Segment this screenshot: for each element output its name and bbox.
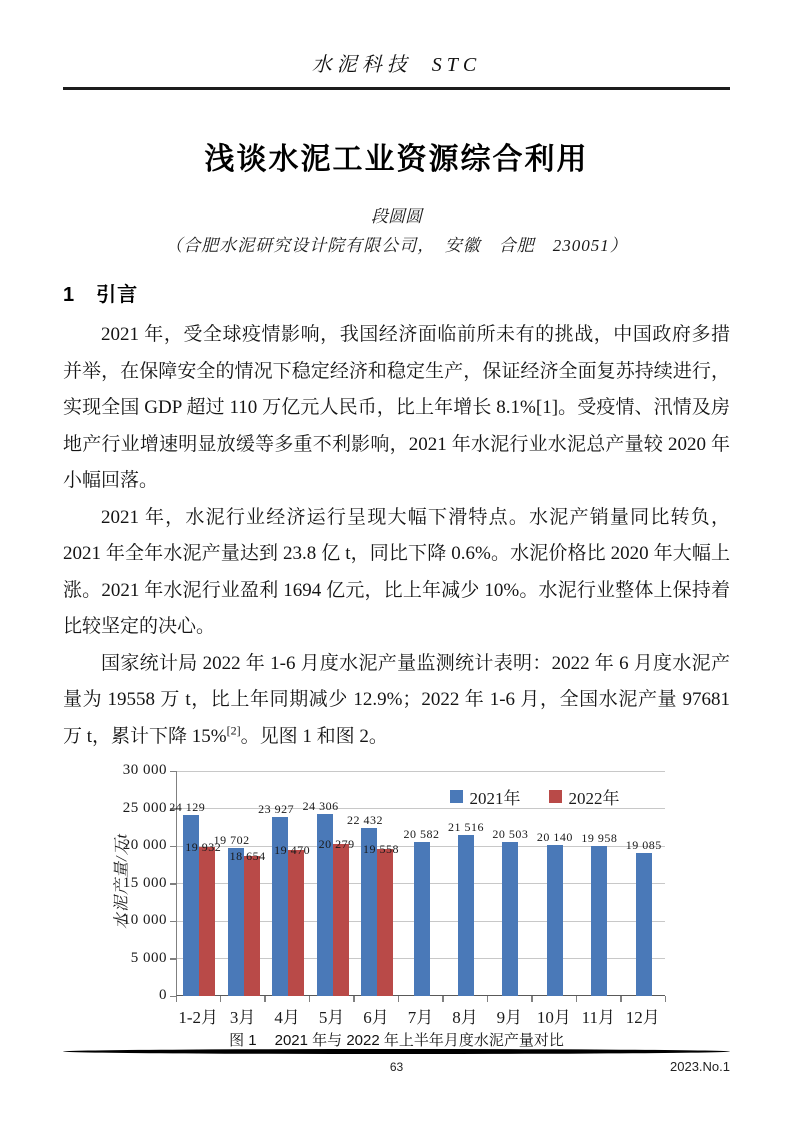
chart-legend [290,784,779,809]
bar-label-2021: 19 085 [625,837,662,852]
bar-2022 [199,847,215,996]
bar-2021 [414,842,430,996]
legend-swatch-2022 [549,790,562,803]
bar-2021 [636,853,652,996]
reference-2-superscript: [2] [226,723,241,738]
bar-label-2021: 24 129 [169,800,206,815]
journal-title: 水泥科技 STC [311,54,482,76]
bar-label-2021: 21 516 [447,819,484,834]
bar-2021 [591,846,607,996]
gridline [177,771,665,772]
x-axis-tick-mark [176,996,178,1002]
y-axis-tick-label: 15 000 [122,874,167,891]
x-axis-tick-mark [531,996,533,1002]
y-axis-tick-label: 30 000 [122,762,167,778]
x-axis-label: 6月 [363,1008,389,1027]
y-axis-tick-mark [170,958,176,960]
x-axis-label: 4月 [274,1008,300,1027]
author-name: 段圆圆 [371,207,422,226]
page-number: 63 [389,1060,404,1074]
page-footer [63,1049,730,1074]
x-axis-tick-mark [309,996,311,1002]
bar-2022 [377,849,393,996]
article-title: 浅谈水泥工业资源综合利用 [204,143,589,176]
x-axis-label: 7月 [407,1008,434,1027]
legend-swatch-2021 [450,790,463,803]
bar-2021 [502,842,518,996]
x-axis-label: 12月 [625,1008,660,1027]
paragraph-3 [63,646,730,756]
figure1-caption [63,1029,730,1050]
legend-label-2022: 2022年 [568,789,620,808]
author-affiliation: （合肥水泥研究设计院有限公司， 安徽 合肥 230051） [165,236,628,255]
y-axis-tick-mark [170,883,176,885]
y-axis-tick-label: 25 000 [122,799,167,816]
x-axis-tick-mark [398,996,400,1002]
figure1-caption-label: 图 1 [229,1032,257,1049]
paragraph-1: 2021 年，受全球疫情影响，我国经济面临前所未有的挑战，中国政府多措并举，在保障安全的情况下稳定经济和稳定生产，保证经济全面复苏持续进行，实现全国 GDP 超过 110 万亿元人民币，比上年增长 8.1%[1]。受疫情、汛情及房地产行业增速明显放缓等多重不利影响，2021 年水泥行业水泥总产量较 2020 年小幅回落。 [63,324,730,491]
x-axis-label: 1-2月 [178,1008,219,1027]
page-header [63,0,730,90]
x-axis-tick-mark [665,996,667,1002]
bar-label-2021: 19 958 [581,831,618,846]
y-axis-tick-label: 5 000 [130,949,167,966]
bar-2021 [228,848,244,996]
bar-label-2021: 19 702 [213,833,250,848]
bar-label-2022: 19 558 [363,842,400,857]
bar-label-2021: 20 582 [403,826,440,841]
chart-y-axis-title: 水泥产量/万t [113,833,131,929]
bar-label-2021: 24 306 [302,798,339,813]
bar-label-2022: 19 932 [185,839,222,854]
bar-label-2021: 22 432 [347,812,384,827]
x-axis-tick-mark [620,996,622,1002]
x-axis-tick-mark [576,996,578,1002]
x-axis-label: 10月 [536,1008,571,1027]
bar-label-2021: 20 140 [536,829,573,844]
issue-label: 2023.No.1 [670,1059,730,1074]
x-axis-tick-mark [264,996,266,1002]
paragraph-3-tail: 。见图 1 和图 2。 [240,725,388,747]
bar-2022 [244,856,260,996]
chart-plot [169,771,665,996]
figure1-bar-chart [63,763,730,1025]
y-axis-tick-label: 20 000 [122,837,167,853]
bar-label-2022: 18 654 [229,849,266,864]
y-axis-tick-label: 10 000 [122,912,167,928]
y-axis-tick-label: 0 [159,987,167,1003]
x-axis-tick-mark [220,996,222,1002]
bar-2022 [288,850,304,996]
x-axis-label: 3月 [229,1008,256,1027]
bar-2021 [458,835,474,996]
legend-item-2021 [450,784,521,809]
legend-label-2021: 2021年 [469,789,521,808]
x-axis-label: 11月 [581,1008,615,1027]
bar-label-2022: 19 470 [274,842,311,857]
paragraph-2: 2021 年，水泥行业经济运行呈现大幅下滑特点。水泥产销量同比转负，2021 年全年水泥产量达到 23.8 亿 t，同比下降 0.6%。水泥价格比 2020 年大幅上涨。2021 年水泥行业盈利 1694 亿元，比上年减少 10%。水泥行业整体上保持着比较坚定的决心。 [63,506,730,637]
bar-label-2022: 20 279 [318,836,355,851]
bar-2022 [333,844,349,996]
paragraph-3-text: 国家统计局 2022 年 1-6 月度水泥产量监测统计表明：2022 年 6 月度水泥产量为 19558 万 t，比上年同期减少 12.9%；2022 年 1-6 月，全国水泥产量 97681 万 t，累计下降 15% [63,652,730,747]
y-axis-tick-mark [170,921,176,923]
x-axis-label: 9月 [496,1008,523,1027]
bar-label-2021: 20 503 [492,827,529,842]
figure1-caption-text: 2021 年与 2022 年上半年月度水泥产量对比 [274,1032,564,1049]
x-axis-tick-mark [487,996,489,1002]
footer-rule [63,1049,730,1054]
x-axis-label: 5月 [318,1008,345,1027]
footer-row [63,1060,730,1074]
x-axis-tick-mark [353,996,355,1002]
section-heading-introduction: 1 引言 [63,284,139,306]
bar-2021 [547,845,563,996]
x-axis-label: 8月 [452,1008,478,1027]
y-axis-tick-mark [170,771,176,773]
y-axis-tick-mark [170,846,176,848]
x-axis-tick-mark [442,996,444,1002]
bar-label-2021: 23 927 [258,801,295,816]
legend-item-2022 [549,784,620,809]
